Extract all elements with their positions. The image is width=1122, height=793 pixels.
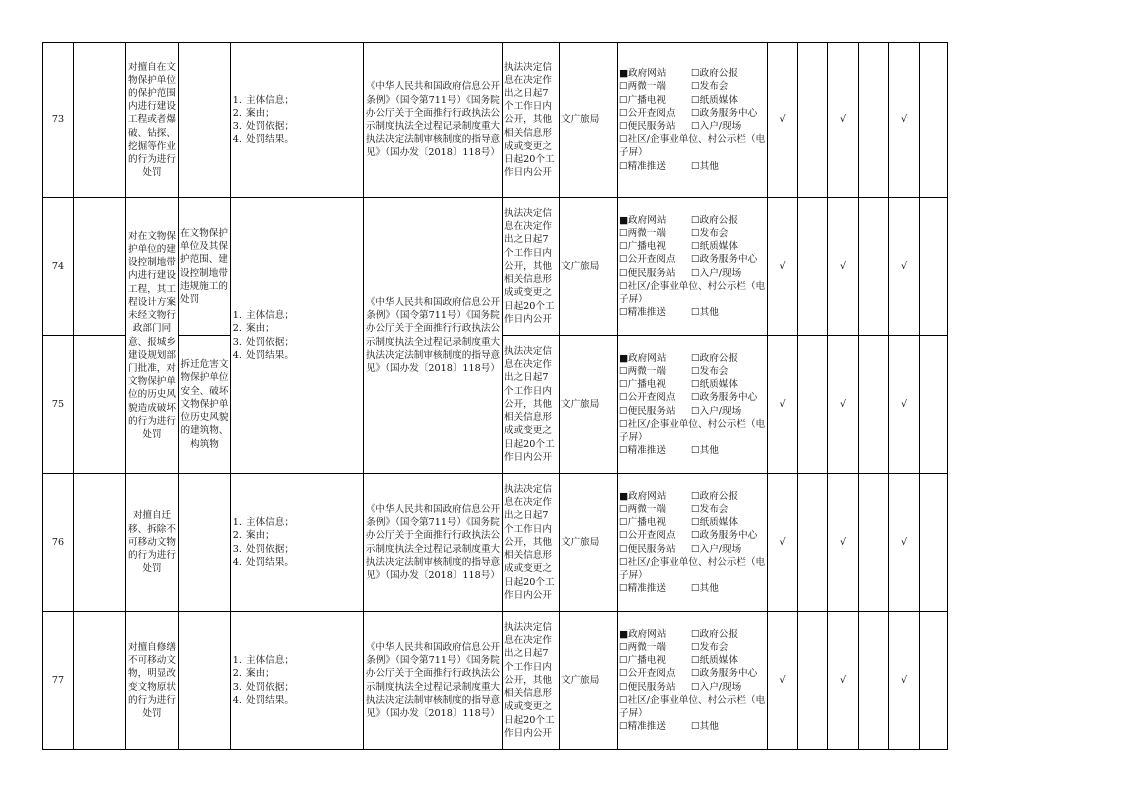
checkbox-icon: ☐ xyxy=(691,241,700,253)
row-number: 77 xyxy=(43,612,74,750)
check-cell xyxy=(920,43,948,198)
channel-option: 发布会 xyxy=(699,81,729,93)
checkbox-icon: ☐ xyxy=(619,641,628,653)
checkbox-icon: ☐ xyxy=(691,254,700,266)
legal-basis: 《中华人民共和国政府信息公开条例》（国令第711号）《国务院办公厅关于全面推行行政执法公示制度执法全过程记录制度重大执法决定法制审核制度的指导意见》（国办发〔2018〕118号） xyxy=(364,612,503,750)
checkbox-icon: ☐ xyxy=(619,379,628,391)
channel-option: 便民服务站 xyxy=(627,121,676,132)
content-line: 1. 主体信息； xyxy=(245,309,362,322)
checkbox-icon: ☐ xyxy=(691,379,700,391)
check-cell: √ xyxy=(889,612,920,750)
row-number: 75 xyxy=(43,336,74,474)
channel-option: 政府公报 xyxy=(699,352,738,364)
channel-option: 入户/现场 xyxy=(699,121,742,132)
channel-option: 其他 xyxy=(699,307,719,319)
channel-option: 政府公报 xyxy=(699,628,738,640)
checkbox-icon: ☐ xyxy=(619,365,628,377)
checkbox-icon: ☐ xyxy=(619,668,628,680)
checkbox-icon: ☐ xyxy=(691,721,700,733)
check-cell xyxy=(859,612,889,750)
check-cell xyxy=(798,612,828,750)
checkbox-icon: ☐ xyxy=(619,94,628,106)
channel-option: 社区/企事业单位、村公示栏（电子屏） xyxy=(619,694,766,719)
check-cell xyxy=(798,198,828,336)
channel-option: 纸质媒体 xyxy=(699,517,738,529)
channel-option: 精准推送 xyxy=(627,307,666,319)
channel-option: 两微一端 xyxy=(627,641,666,653)
checkbox-icon: ☐ xyxy=(619,681,628,693)
checked-box-icon: ■ xyxy=(619,490,629,502)
check-cell: √ xyxy=(828,43,859,198)
checkbox-icon: ☐ xyxy=(619,107,628,119)
channel-option: 政务服务中心 xyxy=(699,107,758,119)
check-cell xyxy=(859,43,889,198)
table-row xyxy=(43,198,948,336)
checkbox-icon: ☐ xyxy=(619,254,628,266)
checkbox-icon: ☐ xyxy=(619,530,628,542)
checkbox-icon: ☐ xyxy=(691,405,700,417)
channel-option: 精准推送 xyxy=(627,160,666,172)
checkbox-icon: ☐ xyxy=(619,307,628,319)
checkbox-icon: ☐ xyxy=(619,556,628,568)
disclosure-time: 执法决定信息在决定作出之日起7个工作日内公开，其他相关信息形成或变更之日起20个工作日内公开 xyxy=(503,612,560,750)
legal-basis: 《中华人民共和国政府信息公开条例》（国令第711号）《国务院办公厅关于全面推行行政执法公示制度执法全过程记录制度重大执法决定法制审核制度的指导意见》（国办发〔2018〕118号） xyxy=(364,474,503,612)
channel-option: 广播电视 xyxy=(627,655,666,667)
checkbox-icon: ☐ xyxy=(691,307,700,319)
checkbox-icon: ☐ xyxy=(619,267,628,279)
checkbox-icon: ☐ xyxy=(691,160,700,172)
spacer-cell xyxy=(74,474,126,612)
channel-option: 其他 xyxy=(699,583,719,595)
checkbox-icon: ☐ xyxy=(619,121,628,132)
channel-option: 纸质媒体 xyxy=(699,655,738,667)
check-cell xyxy=(920,612,948,750)
checkbox-icon: ☐ xyxy=(691,503,700,515)
disclosure-content xyxy=(231,43,364,198)
channel-option: 社区/企事业单位、村公示栏（电子屏） xyxy=(619,418,766,443)
sub-item xyxy=(179,474,231,612)
checked-box-icon: ■ xyxy=(619,68,629,80)
checkbox-icon: ☐ xyxy=(619,503,628,515)
row-number: 74 xyxy=(43,198,74,336)
channel-option: 发布会 xyxy=(699,503,729,515)
spacer-cell xyxy=(74,43,126,198)
content-line: 4. 处罚结果。 xyxy=(245,694,362,707)
channel-option: 广播电视 xyxy=(627,94,666,106)
checkbox-icon: ☐ xyxy=(691,668,700,680)
check-cell xyxy=(859,198,889,336)
channel-option: 广播电视 xyxy=(627,379,666,391)
item-name: 对擅自迁移、拆除不可移动文物的行为进行处罚 xyxy=(126,474,179,612)
check-cell: √ xyxy=(889,474,920,612)
checkbox-icon: ☐ xyxy=(691,517,700,529)
content-line: 1. 主体信息； xyxy=(245,94,362,107)
channel-list xyxy=(618,474,768,612)
checkbox-icon: ☐ xyxy=(691,641,700,653)
channel-option: 发布会 xyxy=(699,227,729,239)
channel-option: 公开查阅点 xyxy=(627,107,676,119)
channel-option: 政府公报 xyxy=(699,68,738,80)
channel-option: 政务服务中心 xyxy=(699,668,758,680)
check-cell: √ xyxy=(768,43,798,198)
channel-option: 公开查阅点 xyxy=(627,530,676,542)
sub-item xyxy=(179,612,231,750)
channel-option: 精准推送 xyxy=(627,583,666,595)
channel-option: 精准推送 xyxy=(627,445,666,457)
content-line: 2. 案由； xyxy=(245,322,362,335)
checkbox-icon: ☐ xyxy=(619,241,628,253)
item-name: 对擅自修缮不可移动文物，明显改变文物原状的行为进行处罚 xyxy=(126,612,179,750)
disclosure-content xyxy=(231,198,364,474)
channel-option: 政府网站 xyxy=(628,628,667,640)
content-line: 4. 处罚结果。 xyxy=(245,133,362,146)
check-cell xyxy=(920,336,948,474)
channel-option: 政务服务中心 xyxy=(699,530,758,542)
checkbox-icon: ☐ xyxy=(619,134,628,146)
checkbox-icon: ☐ xyxy=(691,628,700,640)
disclosure-subject: 文广旅局 xyxy=(560,43,618,198)
checkbox-icon: ☐ xyxy=(691,352,700,364)
channel-option: 公开查阅点 xyxy=(627,392,676,404)
check-cell xyxy=(798,336,828,474)
channel-option: 便民服务站 xyxy=(627,681,676,693)
channel-list xyxy=(618,336,768,474)
disclosure-table xyxy=(42,42,948,750)
channel-option: 广播电视 xyxy=(627,517,666,529)
disclosure-content xyxy=(231,612,364,750)
table-row xyxy=(43,43,948,198)
channel-option: 其他 xyxy=(699,721,719,733)
checkbox-icon: ☐ xyxy=(691,365,700,377)
content-line: 2. 案由； xyxy=(245,529,362,542)
content-line: 4. 处罚结果。 xyxy=(245,349,362,362)
channel-option: 纸质媒体 xyxy=(699,379,738,391)
row-number: 76 xyxy=(43,474,74,612)
channel-option: 政府网站 xyxy=(628,352,667,364)
legal-basis: 《中华人民共和国政府信息公开条例》（国令第711号）《国务院办公厅关于全面推行行政执法公示制度执法全过程记录制度重大执法决定法制审核制度的指导意见》（国办发〔2018〕118号） xyxy=(364,43,503,198)
content-line: 1. 主体信息； xyxy=(245,516,362,529)
disclosure-content xyxy=(231,474,364,612)
checkbox-icon: ☐ xyxy=(691,681,700,693)
checkbox-icon: ☐ xyxy=(691,94,700,106)
content-line: 1. 主体信息； xyxy=(245,654,362,667)
checked-box-icon: ■ xyxy=(619,628,629,640)
channel-option: 两微一端 xyxy=(627,81,666,93)
checkbox-icon: ☐ xyxy=(619,543,628,555)
channel-option: 其他 xyxy=(699,160,719,172)
channel-option: 政府网站 xyxy=(628,490,667,502)
channel-list xyxy=(618,198,768,336)
spacer-cell xyxy=(74,336,126,474)
checkbox-icon: ☐ xyxy=(619,418,628,430)
checkbox-icon: ☐ xyxy=(619,392,628,404)
channel-option: 两微一端 xyxy=(627,503,666,515)
channel-option: 政府网站 xyxy=(628,214,667,226)
channel-option: 入户/现场 xyxy=(699,405,742,417)
channel-option: 公开查阅点 xyxy=(627,668,676,680)
spacer-cell xyxy=(74,612,126,750)
check-cell xyxy=(798,474,828,612)
channel-option: 广播电视 xyxy=(627,241,666,253)
disclosure-time: 执法决定信息在决定作出之日起7个工作日内公开，其他相关信息形成或变更之日起20个工作日内公开 xyxy=(503,336,560,474)
item-name: 对在文物保护单位的建设控制地带内进行建设工程，其工程设计方案未经文物行政部门同意、报城乡建设规划部门批准，对文物保护单位的历史风貌造成破坏的行为进行处罚 xyxy=(126,198,179,474)
disclosure-time: 执法决定信息在决定作出之日起7个工作日内公开，其他相关信息形成或变更之日起20个工作日内公开 xyxy=(503,198,560,336)
checkbox-icon: ☐ xyxy=(691,392,700,404)
checkbox-icon: ☐ xyxy=(691,68,700,80)
channel-list xyxy=(618,43,768,198)
checkbox-icon: ☐ xyxy=(619,280,628,292)
channel-option: 便民服务站 xyxy=(627,543,676,555)
checked-box-icon: ■ xyxy=(619,352,629,364)
checkbox-icon: ☐ xyxy=(691,121,700,132)
check-cell: √ xyxy=(889,336,920,474)
checkbox-icon: ☐ xyxy=(691,445,700,457)
content-line: 2. 案由； xyxy=(245,667,362,680)
sub-item xyxy=(179,43,231,198)
checkbox-icon: ☐ xyxy=(619,694,628,706)
check-cell: √ xyxy=(828,612,859,750)
channel-option: 社区/企事业单位、村公示栏（电子屏） xyxy=(619,280,766,305)
channel-option: 两微一端 xyxy=(627,227,666,239)
checkbox-icon: ☐ xyxy=(691,583,700,595)
check-cell: √ xyxy=(889,198,920,336)
channel-option: 入户/现场 xyxy=(699,681,742,693)
checkbox-icon: ☐ xyxy=(691,655,700,667)
channel-option: 发布会 xyxy=(699,365,729,377)
check-cell: √ xyxy=(828,336,859,474)
channel-option: 纸质媒体 xyxy=(699,94,738,106)
checkbox-icon: ☐ xyxy=(619,405,628,417)
disclosure-subject: 文广旅局 xyxy=(560,336,618,474)
check-cell xyxy=(859,474,889,612)
checkbox-icon: ☐ xyxy=(691,227,700,239)
checkbox-icon: ☐ xyxy=(691,267,700,279)
check-cell: √ xyxy=(768,198,798,336)
checkbox-icon: ☐ xyxy=(619,655,628,667)
channel-option: 两微一端 xyxy=(627,365,666,377)
sub-item: 在文物保护单位及其保护范围、建设控制地带违规施工的处罚 xyxy=(179,198,231,336)
check-cell xyxy=(798,43,828,198)
content-line: 2. 案由； xyxy=(245,107,362,120)
check-cell: √ xyxy=(768,612,798,750)
channel-option: 其他 xyxy=(699,445,719,457)
channel-option: 便民服务站 xyxy=(627,405,676,417)
spacer-cell xyxy=(74,198,126,336)
checkbox-icon: ☐ xyxy=(691,530,700,542)
channel-option: 政府网站 xyxy=(628,68,667,80)
content-line: 3. 处罚依据； xyxy=(245,336,362,349)
check-cell: √ xyxy=(828,474,859,612)
checkbox-icon: ☐ xyxy=(691,490,700,502)
checkbox-icon: ☐ xyxy=(619,160,628,172)
disclosure-time: 执法决定信息在决定作出之日起7个工作日内公开，其他相关信息形成或变更之日起20个工作日内公开 xyxy=(503,43,560,198)
item-name: 对擅自在文物保护单位的保护范围内进行建设工程或者爆破、钻探、挖掘等作业的行为进行处罚 xyxy=(126,43,179,198)
checkbox-icon: ☐ xyxy=(691,107,700,119)
table-row xyxy=(43,612,948,750)
channel-option: 政务服务中心 xyxy=(699,392,758,404)
checkbox-icon: ☐ xyxy=(691,543,700,555)
disclosure-subject: 文广旅局 xyxy=(560,474,618,612)
check-cell: √ xyxy=(768,474,798,612)
content-line: 3. 处罚依据； xyxy=(245,120,362,133)
channel-option: 精准推送 xyxy=(627,721,666,733)
check-cell: √ xyxy=(768,336,798,474)
disclosure-subject: 文广旅局 xyxy=(560,612,618,750)
sub-item: 拆迁危害文物保护单位安全、破坏文物保护单位历史风貌的建筑物、构筑物 xyxy=(179,336,231,474)
checkbox-icon: ☐ xyxy=(619,517,628,529)
check-cell: √ xyxy=(828,198,859,336)
channel-option: 发布会 xyxy=(699,641,729,653)
channel-option: 入户/现场 xyxy=(699,543,742,555)
channel-option: 政务服务中心 xyxy=(699,254,758,266)
channel-option: 入户/现场 xyxy=(699,267,742,279)
legal-basis: 《中华人民共和国政府信息公开条例》（国令第711号）《国务院办公厅关于全面推行行政执法公示制度执法全过程记录制度重大执法决定法制审核制度的指导意见》（国办发〔2018〕118号） xyxy=(364,198,503,474)
content-line: 3. 处罚依据； xyxy=(245,681,362,694)
check-cell xyxy=(920,474,948,612)
channel-option: 社区/企事业单位、村公示栏（电子屏） xyxy=(619,556,766,581)
row-number: 73 xyxy=(43,43,74,198)
channel-option: 便民服务站 xyxy=(627,267,676,279)
checkbox-icon: ☐ xyxy=(691,81,700,93)
check-cell xyxy=(859,336,889,474)
channel-option: 政府公报 xyxy=(699,214,738,226)
checkbox-icon: ☐ xyxy=(619,81,628,93)
content-line: 3. 处罚依据； xyxy=(245,543,362,556)
channel-option: 纸质媒体 xyxy=(699,241,738,253)
check-cell xyxy=(920,198,948,336)
checkbox-icon: ☐ xyxy=(619,721,628,733)
channel-list xyxy=(618,612,768,750)
disclosure-subject: 文广旅局 xyxy=(560,198,618,336)
table-row xyxy=(43,474,948,612)
content-line: 4. 处罚结果。 xyxy=(245,556,362,569)
channel-option: 社区/企事业单位、村公示栏（电子屏） xyxy=(619,134,766,159)
checked-box-icon: ■ xyxy=(619,214,629,226)
checkbox-icon: ☐ xyxy=(619,583,628,595)
checkbox-icon: ☐ xyxy=(619,445,628,457)
check-cell: √ xyxy=(889,43,920,198)
checkbox-icon: ☐ xyxy=(691,214,700,226)
checkbox-icon: ☐ xyxy=(619,227,628,239)
disclosure-time: 执法决定信息在决定作出之日起7个工作日内公开，其他相关信息形成或变更之日起20个工作日内公开 xyxy=(503,474,560,612)
channel-option: 公开查阅点 xyxy=(627,254,676,266)
channel-option: 政府公报 xyxy=(699,490,738,502)
